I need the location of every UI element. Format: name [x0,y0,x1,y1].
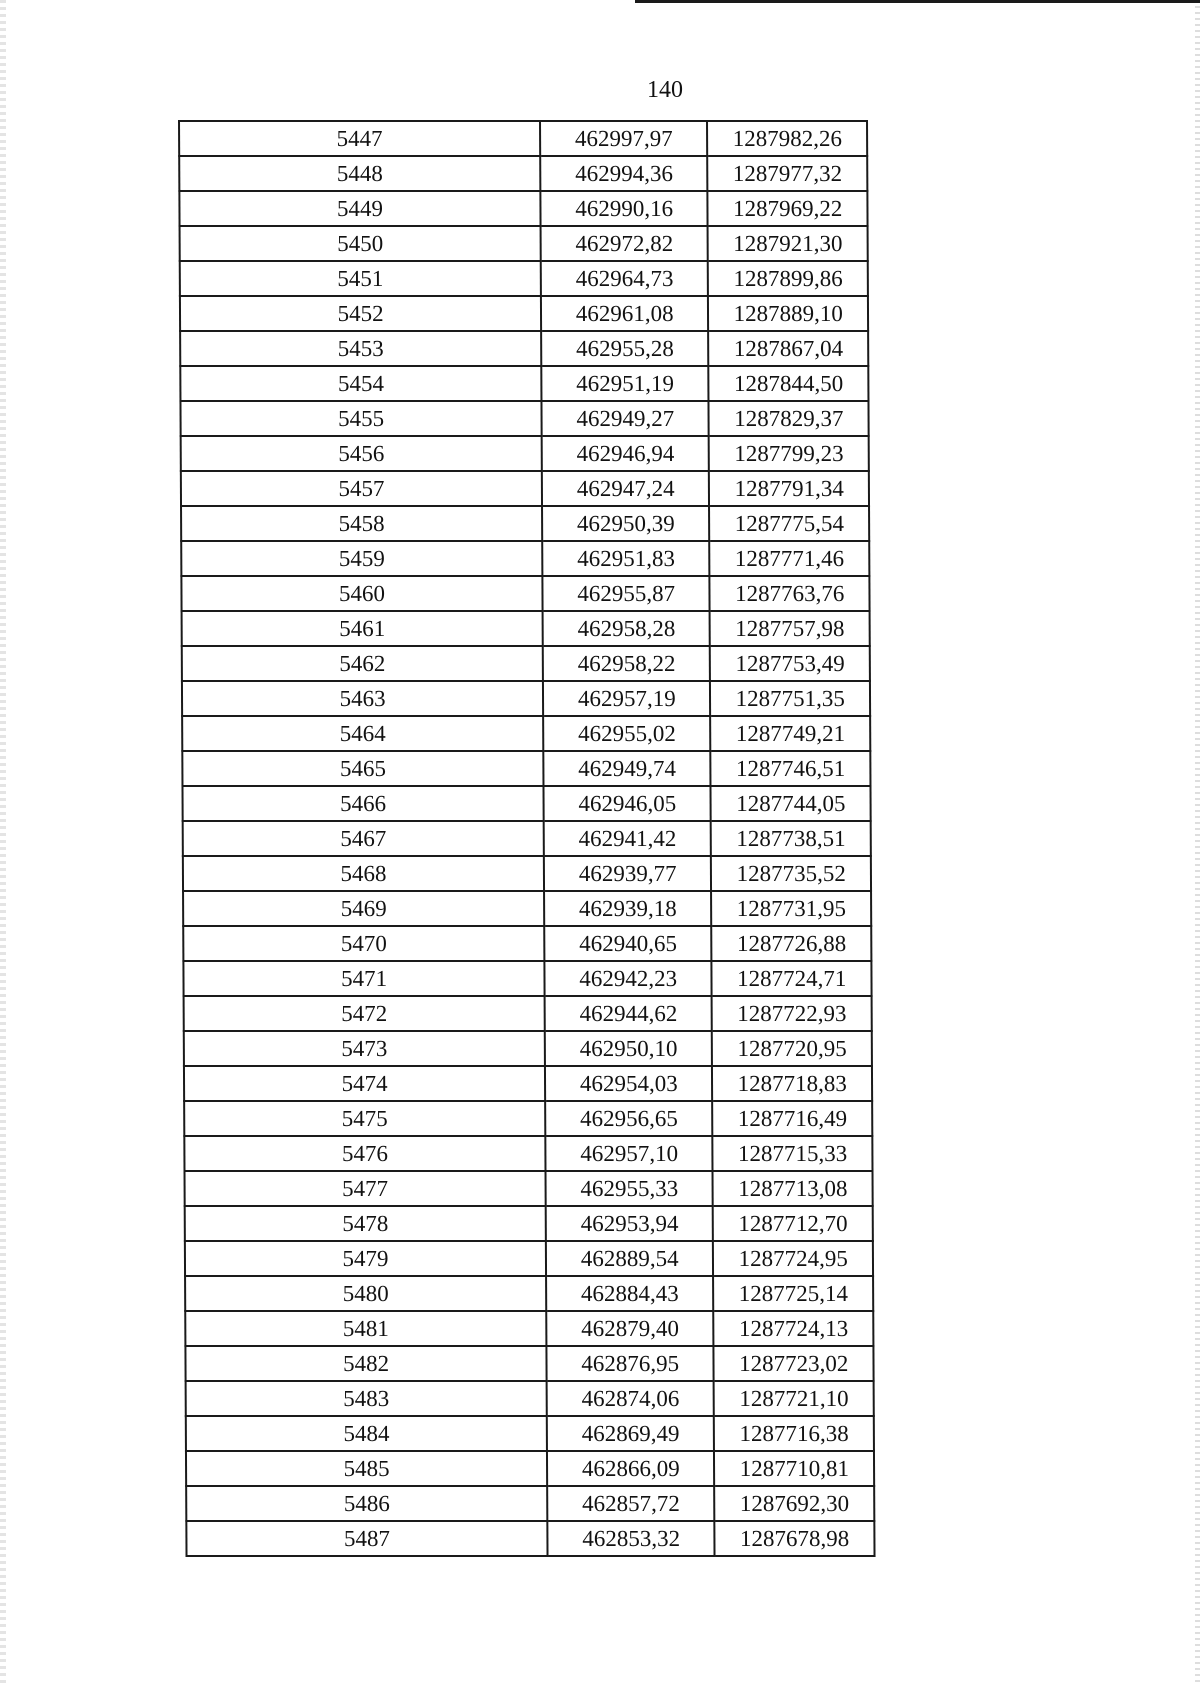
x-coordinate-cell: 462874,06 [547,1381,715,1416]
table-row [184,996,872,1031]
point-number-cell: 5450 [180,226,541,261]
point-number-cell: 5471 [183,961,544,996]
point-number-cell: 5474 [184,1066,545,1101]
page-number: 140 [647,77,683,103]
x-coordinate-cell: 462955,28 [541,331,709,366]
table-row [186,1521,874,1556]
y-coordinate-cell: 1287982,26 [707,121,867,156]
y-coordinate-cell: 1287724,71 [712,961,872,996]
table-row [186,1451,874,1486]
point-number-cell: 5447 [179,121,540,156]
x-coordinate-cell: 462957,19 [543,681,711,716]
x-coordinate-cell: 462972,82 [541,226,709,261]
y-coordinate-cell: 1287724,95 [713,1241,873,1276]
point-number-cell: 5477 [185,1171,546,1206]
point-number-cell: 5470 [183,926,544,961]
point-number-cell: 5461 [182,611,543,646]
x-coordinate-cell: 462876,95 [546,1346,714,1381]
x-coordinate-cell: 462957,10 [545,1136,713,1171]
y-coordinate-cell: 1287738,51 [711,821,871,856]
point-number-cell: 5460 [181,576,542,611]
point-number-cell: 5481 [185,1311,546,1346]
y-coordinate-cell: 1287722,93 [712,996,872,1031]
point-number-cell: 5485 [186,1451,547,1486]
x-coordinate-cell: 462889,54 [546,1241,714,1276]
y-coordinate-cell: 1287726,88 [712,926,872,961]
table-row [186,1381,874,1416]
y-coordinate-cell: 1287735,52 [711,856,871,891]
table-row [183,926,871,961]
point-number-cell: 5469 [183,891,544,926]
x-coordinate-cell: 462961,08 [541,296,709,331]
y-coordinate-cell: 1287713,08 [713,1171,873,1206]
y-coordinate-cell: 1287829,37 [709,401,869,436]
x-coordinate-cell: 462942,23 [544,961,712,996]
x-coordinate-cell: 462956,65 [545,1101,713,1136]
scan-top-rule [635,0,1200,3]
x-coordinate-cell: 462940,65 [544,926,712,961]
point-number-cell: 5468 [183,856,544,891]
table-row [181,436,869,471]
table-row [183,961,871,996]
table-row [183,891,871,926]
scan-left-edge [0,0,6,1686]
x-coordinate-cell: 462954,03 [545,1066,713,1101]
y-coordinate-cell: 1287678,98 [715,1521,875,1556]
point-number-cell: 5478 [185,1206,546,1241]
x-coordinate-cell: 462994,36 [540,156,708,191]
x-coordinate-cell: 462949,74 [543,751,711,786]
x-coordinate-cell: 462950,10 [545,1031,713,1066]
table-row [185,1311,873,1346]
y-coordinate-cell: 1287899,86 [708,261,868,296]
table-row [183,821,871,856]
table-row [182,786,870,821]
table-row [180,296,868,331]
point-number-cell: 5475 [184,1101,545,1136]
y-coordinate-cell: 1287977,32 [708,156,868,191]
y-coordinate-cell: 1287716,49 [713,1101,873,1136]
point-number-cell: 5476 [184,1136,545,1171]
point-number-cell: 5456 [181,436,542,471]
x-coordinate-cell: 462866,09 [547,1451,715,1486]
point-number-cell: 5464 [182,716,543,751]
point-number-cell: 5448 [179,156,540,191]
point-number-cell: 5455 [180,401,541,436]
x-coordinate-cell: 462884,43 [546,1276,714,1311]
y-coordinate-cell: 1287753,49 [710,646,870,681]
point-number-cell: 5458 [181,506,542,541]
y-coordinate-cell: 1287718,83 [712,1066,872,1101]
table-row [182,716,870,751]
y-coordinate-cell: 1287791,34 [709,471,869,506]
x-coordinate-cell: 462939,77 [544,856,712,891]
y-coordinate-cell: 1287749,21 [711,716,871,751]
y-coordinate-cell: 1287723,02 [714,1346,874,1381]
y-coordinate-cell: 1287763,76 [710,576,870,611]
x-coordinate-cell: 462949,27 [542,401,710,436]
table-row [186,1416,874,1451]
y-coordinate-cell: 1287889,10 [708,296,868,331]
y-coordinate-cell: 1287921,30 [708,226,868,261]
point-number-cell: 5457 [181,471,542,506]
y-coordinate-cell: 1287771,46 [710,541,870,576]
point-number-cell: 5486 [186,1486,547,1521]
point-number-cell: 5453 [180,331,541,366]
point-number-cell: 5462 [182,646,543,681]
x-coordinate-cell: 462869,49 [547,1416,715,1451]
y-coordinate-cell: 1287710,81 [714,1451,874,1486]
x-coordinate-cell: 462958,22 [543,646,711,681]
x-coordinate-cell: 462939,18 [544,891,712,926]
x-coordinate-cell: 462944,62 [545,996,713,1031]
point-number-cell: 5484 [186,1416,547,1451]
x-coordinate-cell: 462946,94 [542,436,710,471]
point-number-cell: 5449 [179,191,540,226]
x-coordinate-cell: 462997,97 [540,121,708,156]
coordinates-table-body [179,121,875,1556]
point-number-cell: 5482 [185,1346,546,1381]
point-number-cell: 5480 [185,1276,546,1311]
table-row [184,1101,872,1136]
table-row [185,1241,873,1276]
y-coordinate-cell: 1287721,10 [714,1381,874,1416]
table-row [181,471,869,506]
x-coordinate-cell: 462857,72 [547,1486,715,1521]
y-coordinate-cell: 1287720,95 [712,1031,872,1066]
x-coordinate-cell: 462955,87 [542,576,710,611]
y-coordinate-cell: 1287799,23 [709,436,869,471]
x-coordinate-cell: 462990,16 [540,191,708,226]
point-number-cell: 5483 [186,1381,547,1416]
x-coordinate-cell: 462955,02 [543,716,711,751]
point-number-cell: 5472 [184,996,545,1031]
point-number-cell: 5463 [182,681,543,716]
table-row [180,261,868,296]
table-row [179,156,867,191]
y-coordinate-cell: 1287712,70 [713,1206,873,1241]
y-coordinate-cell: 1287731,95 [711,891,871,926]
y-coordinate-cell: 1287715,33 [713,1136,873,1171]
scan-right-edge [1195,0,1200,1686]
x-coordinate-cell: 462953,94 [546,1206,714,1241]
table-row [179,121,867,156]
y-coordinate-cell: 1287751,35 [710,681,870,716]
y-coordinate-cell: 1287746,51 [711,751,871,786]
table-row [183,856,871,891]
table-row [180,366,868,401]
y-coordinate-cell: 1287844,50 [709,366,869,401]
point-number-cell: 5452 [180,296,541,331]
table-row [182,611,870,646]
point-number-cell: 5473 [184,1031,545,1066]
table-row [184,1031,872,1066]
point-number-cell: 5465 [182,751,543,786]
table-row [182,681,870,716]
x-coordinate-cell: 462853,32 [547,1521,715,1556]
table-row [184,1066,872,1101]
table-row [185,1171,873,1206]
point-number-cell: 5467 [183,821,544,856]
x-coordinate-cell: 462958,28 [543,611,711,646]
y-coordinate-cell: 1287744,05 [711,786,871,821]
table-row [181,541,869,576]
x-coordinate-cell: 462941,42 [544,821,712,856]
table-row [179,191,867,226]
x-coordinate-cell: 462955,33 [546,1171,714,1206]
x-coordinate-cell: 462947,24 [542,471,710,506]
table-row [185,1276,873,1311]
x-coordinate-cell: 462946,05 [544,786,712,821]
y-coordinate-cell: 1287692,30 [715,1486,875,1521]
point-number-cell: 5459 [181,541,542,576]
table-row [181,576,869,611]
y-coordinate-cell: 1287725,14 [713,1276,873,1311]
y-coordinate-cell: 1287969,22 [708,191,868,226]
coordinates-table [178,120,876,1557]
table-row [180,401,868,436]
table-row [184,1136,872,1171]
x-coordinate-cell: 462951,19 [541,366,709,401]
point-number-cell: 5487 [186,1521,547,1556]
table-row [185,1346,873,1381]
table-row [182,751,870,786]
y-coordinate-cell: 1287724,13 [714,1311,874,1346]
y-coordinate-cell: 1287716,38 [714,1416,874,1451]
point-number-cell: 5454 [180,366,541,401]
point-number-cell: 5466 [182,786,543,821]
table-row [185,1206,873,1241]
table-row [180,331,868,366]
table-row [181,506,869,541]
x-coordinate-cell: 462964,73 [541,261,709,296]
table-row [186,1486,874,1521]
x-coordinate-cell: 462879,40 [546,1311,714,1346]
x-coordinate-cell: 462950,39 [542,506,710,541]
table-row [180,226,868,261]
table-row [182,646,870,681]
point-number-cell: 5451 [180,261,541,296]
x-coordinate-cell: 462951,83 [542,541,710,576]
point-number-cell: 5479 [185,1241,546,1276]
y-coordinate-cell: 1287867,04 [709,331,869,366]
y-coordinate-cell: 1287775,54 [709,506,869,541]
y-coordinate-cell: 1287757,98 [710,611,870,646]
